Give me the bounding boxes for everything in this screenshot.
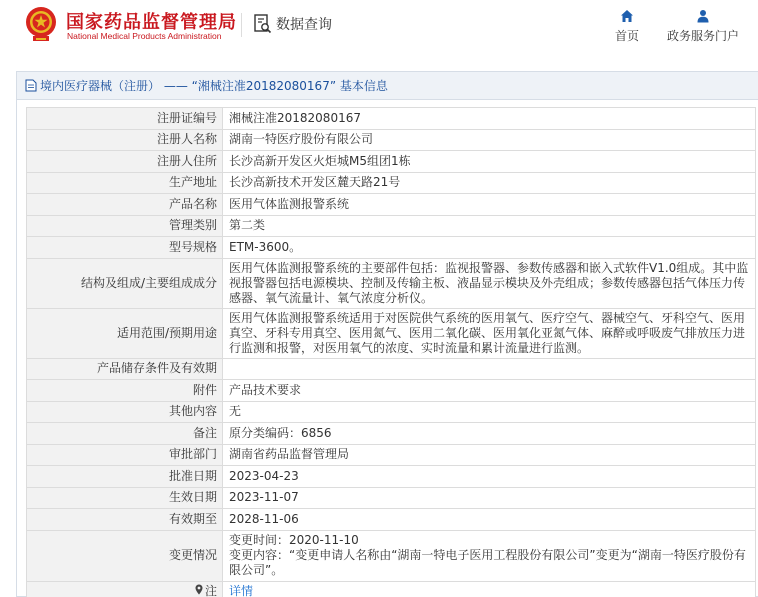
note-label-cell bbox=[27, 581, 223, 597]
registration-info-table bbox=[26, 107, 756, 597]
field-value bbox=[223, 358, 756, 380]
field-label: 生效日期 bbox=[27, 487, 223, 509]
table-row bbox=[27, 423, 756, 445]
note-label: 注 bbox=[204, 584, 217, 597]
nav-home[interactable] bbox=[615, 9, 639, 44]
field-label: 产品名称 bbox=[27, 194, 223, 216]
field-value: 长沙高新技术开发区麓天路21号 bbox=[223, 172, 756, 194]
field-value: 医用气体监测报警系统适用于对医院供气系统的医用氧气、医疗空气、器械空气、牙科空气、医用真空、牙科专用真空、医用氮气、医用二氧化碳、医用氧化亚氮气体、麻醉或呼吸废气排放压力进行监测和报警，对医用氧气的浓度、实时流量和累计流量进行监测。 bbox=[223, 308, 756, 358]
home-icon bbox=[620, 9, 634, 23]
data-query-label: 数据查询 bbox=[276, 17, 332, 33]
table-row bbox=[27, 509, 756, 531]
field-label: 注册人名称 bbox=[27, 129, 223, 151]
nav-home-label: 首页 bbox=[615, 29, 640, 43]
document-icon bbox=[25, 79, 37, 92]
field-value: 原分类编码：6856 bbox=[223, 423, 756, 445]
change-content: 变更内容：“变更申请人名称由“湖南一特电子医用工程股份有限公司”变更为“湖南一特医疗股份有限公司”。 bbox=[229, 548, 746, 577]
table-row bbox=[27, 444, 756, 466]
field-label: 管理类别 bbox=[27, 215, 223, 237]
national-emblem-icon bbox=[24, 4, 58, 44]
nav-portal-label: 政务服务门户 bbox=[667, 29, 740, 43]
table-row bbox=[27, 194, 756, 216]
field-label: 结构及组成/主要组成成分 bbox=[27, 258, 223, 308]
field-value: 第二类 bbox=[223, 215, 756, 237]
field-value: 湖南一特医疗股份有限公司 bbox=[223, 129, 756, 151]
field-value: 2023-11-07 bbox=[223, 487, 756, 509]
table-row bbox=[27, 358, 756, 380]
table-row bbox=[27, 172, 756, 194]
field-label: 产品储存条件及有效期 bbox=[27, 358, 223, 380]
nav-service-portal[interactable] bbox=[667, 9, 739, 44]
field-value: 医用气体监测报警系统 bbox=[223, 194, 756, 216]
field-value: 2023-04-23 bbox=[223, 466, 756, 488]
field-label: 有效期至 bbox=[27, 509, 223, 531]
detail-cell bbox=[223, 581, 756, 597]
site-subtitle: National Medical Products Administration bbox=[67, 31, 222, 41]
table-row bbox=[27, 215, 756, 237]
table-row bbox=[27, 237, 756, 259]
field-label: 批准日期 bbox=[27, 466, 223, 488]
table-row bbox=[27, 466, 756, 488]
user-icon bbox=[696, 9, 710, 23]
field-label: 型号规格 bbox=[27, 237, 223, 259]
site-header bbox=[0, 0, 758, 52]
table-row bbox=[27, 108, 756, 130]
document-search-icon bbox=[254, 14, 272, 34]
table-row bbox=[27, 308, 756, 358]
field-label: 注册人住所 bbox=[27, 151, 223, 173]
field-value: 产品技术要求 bbox=[223, 380, 756, 402]
field-value: 长沙高新开发区火炬城M5组团1栋 bbox=[223, 151, 756, 173]
table-row bbox=[27, 258, 756, 308]
change-time: 变更时间：2020-11-10 bbox=[229, 533, 359, 547]
field-label: 审批部门 bbox=[27, 444, 223, 466]
field-value: 湘械注准20182080167 bbox=[223, 108, 756, 130]
change-history bbox=[223, 530, 756, 581]
field-label: 其他内容 bbox=[27, 401, 223, 423]
table-row bbox=[27, 129, 756, 151]
field-label: 变更情况 bbox=[27, 530, 223, 581]
field-value: 无 bbox=[223, 401, 756, 423]
panel-header bbox=[17, 72, 758, 100]
panel-title: 境内医疗器械（注册） —— “湘械注准20182080167” 基本信息 bbox=[40, 79, 388, 93]
field-value: 医用气体监测报警系统的主要部件包括：监视报警器、参数传感器和嵌入式软件V1.0组成。其中监视报警器包括电源模块、控制及传输主板、液晶显示模块及外壳组成；参数传感器包括气体压力传感器、氧气流量计、氧气浓度分析仪。 bbox=[223, 258, 756, 308]
field-value: 2028-11-06 bbox=[223, 509, 756, 531]
table-row bbox=[27, 380, 756, 402]
field-label: 生产地址 bbox=[27, 172, 223, 194]
table-row bbox=[27, 151, 756, 173]
header-divider bbox=[241, 13, 242, 37]
detail-panel bbox=[16, 71, 758, 597]
details-link[interactable]: 详情 bbox=[229, 584, 254, 597]
field-value: ETM-3600。 bbox=[223, 237, 756, 259]
field-label: 注册证编号 bbox=[27, 108, 223, 130]
table-row-change bbox=[27, 530, 756, 581]
field-label: 附件 bbox=[27, 380, 223, 402]
site-title: 国家药品监督管理局 bbox=[66, 12, 237, 33]
field-label: 备注 bbox=[27, 423, 223, 445]
data-query-link[interactable] bbox=[254, 14, 332, 34]
field-value: 湖南省药品监督管理局 bbox=[223, 444, 756, 466]
location-pin-icon bbox=[195, 584, 203, 597]
table-row-detail bbox=[27, 581, 756, 597]
table-row bbox=[27, 487, 756, 509]
field-label: 适用范围/预期用途 bbox=[27, 308, 223, 358]
table-row bbox=[27, 401, 756, 423]
